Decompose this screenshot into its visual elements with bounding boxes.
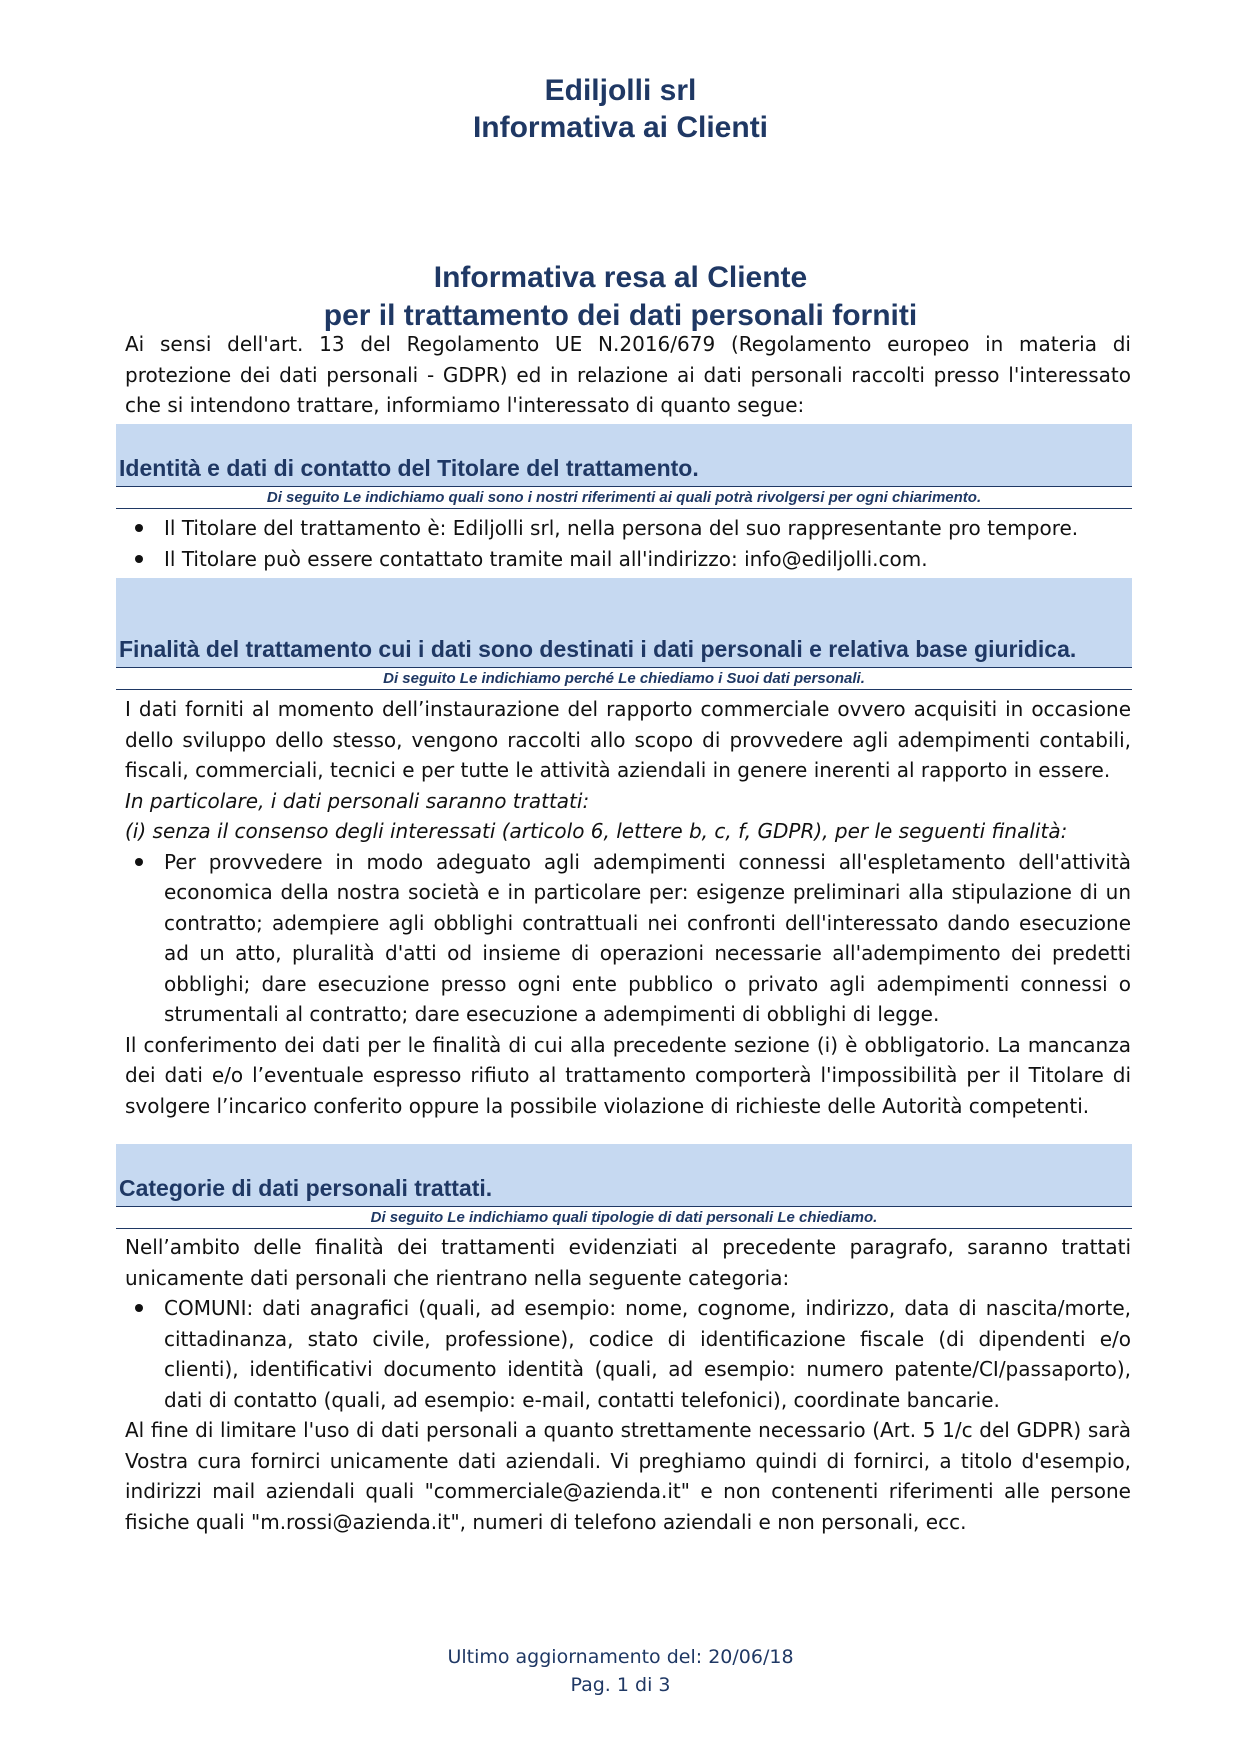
purpose-paragraph-2: Il conferimento dei dati per le finalità di cui alla precedente sezione (i) è obbligatorio. La mancanza dei dati e/o l’eventuale espresso rifiuto al trattamento comporterà l'impossibilità per il Titolare di svolgere l’incarico conferito oppure la possibile violazione di richieste delle Autorità competenti. xyxy=(125,1032,1131,1118)
section-subtitle-identity: Di seguito Le indichiamo quali sono i nostri riferimenti ai quali potrà rivolgersi per ogni chiarimento. xyxy=(116,486,1132,509)
categories-paragraph-2: Al fine di limitare l'uso di dati personali a quanto strettamente necessario (Art. 5 1/c del GDPR) sarà Vostra cura fornirci unicamente dati aziendali. Vi preghiamo quindi di fornirci, a titolo d'esempio, indirizzi mail aziendali quali "commerciale@azienda.it" e non contenenti riferimenti alle persone fisiche quali "m.rossi@azienda.it", numeri di telefono aziendali e non personali, ecc. xyxy=(125,1418,1131,1534)
list-item-text: Il Titolare può essere contattato tramite mail all'indirizzo: info@ediljolli.com. xyxy=(164,546,928,571)
main-heading-line1: Informativa resa al Cliente xyxy=(433,261,808,294)
bullet-icon xyxy=(135,555,143,563)
intro-line-1: Ai sensi dell'art. 13 del Regolamento UE N.2016/679 (Regolamento europeo in materia di xyxy=(125,332,1131,356)
bullet-icon xyxy=(135,524,143,532)
bullet-icon xyxy=(135,858,143,866)
document-subtitle: Informativa ai Clienti xyxy=(472,111,769,144)
section-header-identity xyxy=(116,424,1132,486)
purpose-paragraph-1: I dati forniti al momento dell’instaurazione del rapporto commerciale ovvero acquisiti in occasione dello sviluppo dello stesso, vengono raccolti allo scopo di provvedere agli adempimenti contabili, fiscali, commerciali, tecnici e per tutte le attività aziendali in genere inerenti al rapporto in essere. xyxy=(125,697,1131,782)
section-title-categories: Categorie di dati personali trattati. xyxy=(119,1175,493,1201)
section-header-purpose xyxy=(116,578,1132,667)
purpose-italic-1: In particolare, i dati personali saranno trattati: xyxy=(125,788,590,813)
section-subtitle-purpose: Di seguito Le indichiamo perché Le chiediamo i Suoi dati personali. xyxy=(116,667,1132,690)
section-subtitle-categories: Di seguito Le indichiamo quali tipologie di dati personali Le chiediamo. xyxy=(116,1206,1132,1229)
company-name: Ediljolli srl xyxy=(544,74,697,107)
purpose-body xyxy=(125,694,1131,1121)
purpose-list xyxy=(125,847,1131,1030)
page-footer xyxy=(0,1643,1241,1699)
main-heading-line2: per il trattamento dei dati personali forniti xyxy=(323,299,918,332)
page-number: Pag. 1 di 3 xyxy=(570,1674,671,1696)
list-item-text: COMUNI: dati anagrafici (quali, ad esempio: nome, cognome, indirizzo, data di nascita/morte, cittadinanza, stato civile, professione), codice di identificazione fiscale (di dipendenti e/o clienti), identificativi documento identità (quali, ad esempio: numero patente/CI/passaporto), dati di contatto (quali, ad esempio: e-mail, contatti telefonici), coordinate bancarie. xyxy=(164,1296,1131,1412)
identity-list-container xyxy=(125,513,1131,574)
intro-line-2: protezione dei dati personali - GDPR) ed in relazione ai dati personali raccolti presso l'interessato xyxy=(125,362,1131,387)
purpose-italic-2: (i) senza il consenso degli interessati (articolo 6, lettere b, c, f, GDPR), per le seguenti finalità: xyxy=(125,819,1068,843)
list-item-text: Per provvedere in modo adeguato agli adempimenti connessi all'espletamento dell'attività economica della nostra società e in particolare per: esigenze preliminari alla stipulazione di un contratto; adempiere agli obblighi contrattuali nei confronti dell'interessato dando esecuzione ad un atto, pluralità d'atti od insieme di operazioni necessarie all'adempimento dei predetti obblighi; dare esecuzione presso ogni ente pubblico o privato agli adempimenti connessi o strumentali al contratto; dare esecuzione a adempimenti di obblighi di legge. xyxy=(164,849,1131,1026)
section-title-purpose: Finalità del trattamento cui i dati sono destinati i dati personali e relativa base giuridica. xyxy=(119,636,1077,662)
categories-paragraph-1: Nell’ambito delle finalità dei trattamenti evidenziati al precedente paragrafo, saranno trattati unicamente dati personali che rientrano nella seguente categoria: xyxy=(125,1235,1131,1290)
section-title-identity: Identità e dati di contatto del Titolare del trattamento. xyxy=(119,455,699,481)
section-header-categories xyxy=(116,1144,1132,1206)
list-item-text: Il Titolare del trattamento è: Ediljolli srl, nella persona del suo rappresentante pro tempore. xyxy=(164,516,1079,540)
document-header xyxy=(0,72,1241,146)
last-updated: Ultimo aggiornamento del: 20/06/18 xyxy=(447,1646,794,1668)
list-item xyxy=(125,1293,1131,1415)
intro-paragraph xyxy=(125,329,1131,421)
bullet-icon xyxy=(135,1304,143,1312)
intro-line-3: che si intendono trattare, informiamo l'interessato di quanto segue: xyxy=(125,393,805,417)
main-heading xyxy=(0,259,1241,335)
categories-body xyxy=(125,1232,1131,1537)
list-item xyxy=(125,847,1131,1030)
categories-list xyxy=(125,1293,1131,1415)
list-item xyxy=(125,544,1131,575)
list-item xyxy=(125,513,1131,544)
identity-list xyxy=(125,513,1131,574)
